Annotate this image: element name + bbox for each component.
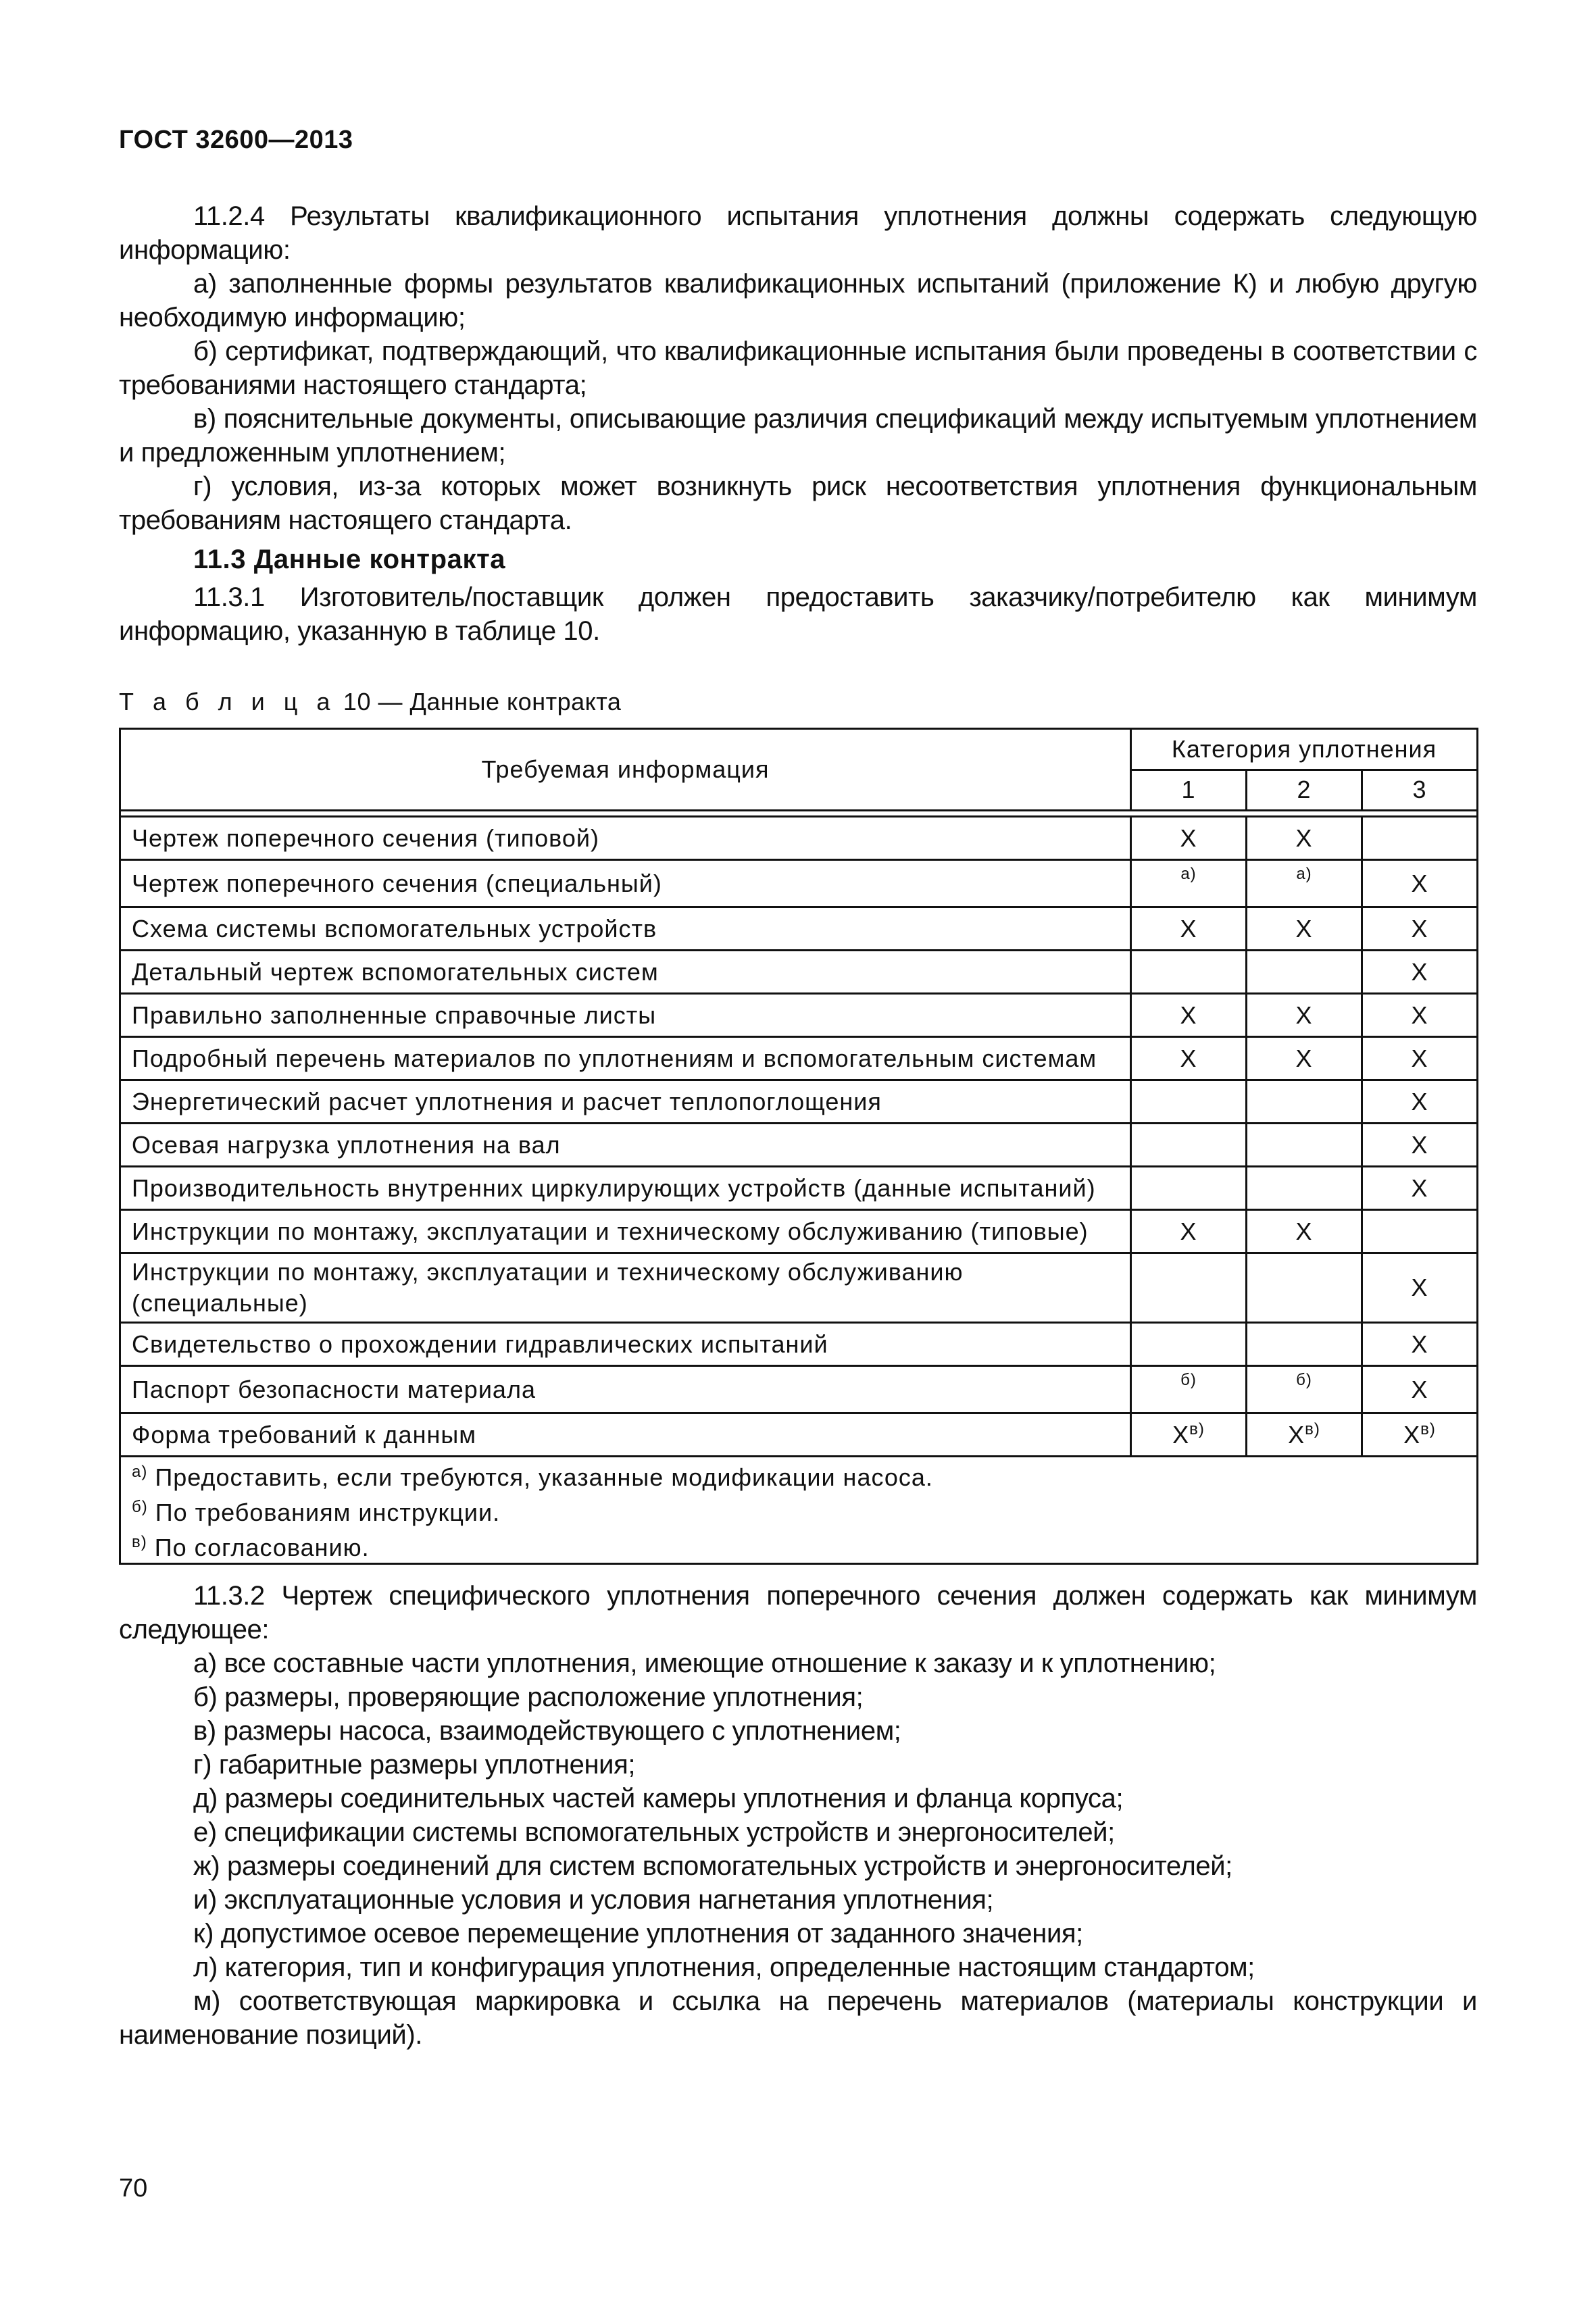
footnote: $^{в)}$ По согласованию.: [132, 1533, 370, 1561]
page-number: 70: [119, 2174, 148, 2203]
category-mark: X: [1131, 817, 1247, 860]
category-mark: X: [1362, 994, 1478, 1037]
table-row: [120, 1080, 1478, 1124]
category-mark: X: [1362, 1037, 1478, 1080]
category-mark: [1131, 1253, 1247, 1323]
list-item: л) категория, тип и конфигурация уплотнения, определенные настоящим стандартом;: [193, 1953, 1255, 1982]
row-label: Чертеж поперечного сечения (специальный): [120, 860, 1131, 907]
column-header-category: Категория уплотнения: [1131, 729, 1478, 770]
category-number: 2: [1247, 770, 1362, 811]
row-label: Детальный чертеж вспомогательных систем: [120, 951, 1131, 994]
category-mark: X: [1131, 1210, 1247, 1253]
table-row: [120, 994, 1478, 1037]
category-mark: [1247, 1124, 1362, 1167]
category-mark: X: [1247, 1037, 1362, 1080]
contract-data-table: [119, 728, 1478, 1565]
row-label: Схема системы вспомогательных устройств: [120, 907, 1131, 951]
category-mark: $X^{в)}$: [1362, 1413, 1478, 1457]
table-title: [119, 688, 621, 716]
row-label: Форма требований к данным: [120, 1413, 1131, 1457]
category-mark: X: [1247, 817, 1362, 860]
list-item: в) размеры насоса, взаимодействующего с уплотнением;: [193, 1716, 901, 1746]
table-title-text: 10 — Данные контракта: [343, 688, 622, 715]
row-label: Инструкции по монтажу, эксплуатации и техническому обслуживанию (специальные): [120, 1253, 1131, 1323]
table-row: [120, 1037, 1478, 1080]
category-mark: X: [1362, 951, 1478, 994]
category-mark: [1131, 1124, 1247, 1167]
document-header: ГОСТ 32600—2013: [119, 126, 353, 154]
list-item: ж) размеры соединений для систем вспомогательных устройств и энергоносителей;: [193, 1851, 1232, 1881]
row-label: Осевая нагрузка уплотнения на вал: [120, 1124, 1131, 1167]
section-11-3-2: [119, 1579, 1477, 2052]
footnote: $^{а)}$ Предоставить, если требуются, указанные модификации насоса.: [132, 1463, 933, 1491]
row-label: Энергетический расчет уплотнения и расчет теплопоглощения: [120, 1080, 1131, 1124]
row-label: Паспорт безопасности материала: [120, 1366, 1131, 1413]
category-mark: [1131, 1323, 1247, 1366]
table-row: [120, 907, 1478, 951]
category-mark: X: [1362, 860, 1478, 907]
list-item: а) все составные части уплотнения, имеющие отношение к заказу и к уплотнению;: [193, 1649, 1216, 1678]
category-mark: X: [1247, 994, 1362, 1037]
table-row: [120, 1210, 1478, 1253]
category-mark: $X^{в)}$: [1247, 1413, 1362, 1457]
category-mark: а): [1131, 860, 1247, 907]
table-row: [120, 1413, 1478, 1457]
table-row: [120, 1124, 1478, 1167]
list-item: б) размеры, проверяющие расположение уплотнения;: [193, 1682, 864, 1712]
table-row: [120, 1323, 1478, 1366]
category-mark: [1247, 1253, 1362, 1323]
list-item: м) соответствующая маркировка и ссылка на перечень материалов (материалы конструкции и наименование позиций).: [119, 1986, 1477, 2050]
column-header-required-info: Требуемая информация: [120, 729, 1131, 811]
footnote: $^{б)}$ По требованиям инструкции.: [132, 1498, 501, 1526]
list-item: а) заполненные формы результатов квалификационных испытаний (приложение К) и любую другую необходимую информацию;: [119, 269, 1477, 332]
row-label: Подробный перечень материалов по уплотнениям и вспомогательным системам: [120, 1037, 1131, 1080]
table-row: [120, 860, 1478, 907]
category-mark: X: [1131, 907, 1247, 951]
category-mark: X: [1362, 1323, 1478, 1366]
category-mark: X: [1131, 994, 1247, 1037]
list-item: в) пояснительные документы, описывающие различия спецификаций между испытуемым уплотнением и предложенным уплотнением;: [119, 404, 1477, 468]
row-label: Чертеж поперечного сечения (типовой): [120, 817, 1131, 860]
paragraph: 11.3.2 Чертеж специфического уплотнения поперечного сечения должен содержать как минимум следующее:: [119, 1581, 1477, 1644]
list-item: г) габаритные размеры уплотнения;: [193, 1750, 636, 1780]
category-mark: X: [1247, 1210, 1362, 1253]
section-11-2-4: [119, 199, 1477, 648]
category-mark: б): [1131, 1366, 1247, 1413]
category-mark: [1131, 1167, 1247, 1210]
paragraph: 11.3.1 Изготовитель/поставщик должен предоставить заказчику/потребителю как минимум информацию, указанную в таблице 10.: [119, 582, 1477, 646]
category-mark: X: [1131, 1037, 1247, 1080]
footnote-marker: в): [1189, 1420, 1205, 1438]
category-mark: X: [1362, 1080, 1478, 1124]
category-mark: [1131, 951, 1247, 994]
table-row: [120, 951, 1478, 994]
category-mark: X: [1362, 907, 1478, 951]
category-mark: X: [1362, 1253, 1478, 1323]
table-row: [120, 1366, 1478, 1413]
row-label: Правильно заполненные справочные листы: [120, 994, 1131, 1037]
table-footnotes: [120, 1457, 1478, 1564]
category-mark: [1247, 1323, 1362, 1366]
list-item: г) условия, из-за которых может возникнуть риск несоответствия уплотнения функциональным требованиям настоящего стандарта.: [119, 472, 1477, 535]
footnote-marker: в): [1305, 1420, 1320, 1438]
list-item: е) спецификации системы вспомогательных устройств и энергоносителей;: [193, 1817, 1115, 1847]
table-row: [120, 817, 1478, 860]
list-item: и) эксплуатационные условия и условия нагнетания уплотнения;: [193, 1885, 994, 1915]
section-heading: 11.3 Данные контракта: [193, 545, 506, 574]
category-mark: а): [1247, 860, 1362, 907]
category-mark: X: [1362, 1124, 1478, 1167]
category-mark: [1247, 1080, 1362, 1124]
category-mark: $X^{в)}$: [1131, 1413, 1247, 1457]
category-mark: X: [1247, 907, 1362, 951]
row-label: Свидетельство о прохождении гидравлических испытаний: [120, 1323, 1131, 1366]
row-label: Производительность внутренних циркулирующих устройств (данные испытаний): [120, 1167, 1131, 1210]
category-mark: X: [1362, 1366, 1478, 1413]
list-item: д) размеры соединительных частей камеры уплотнения и фланца корпуса;: [193, 1784, 1124, 1813]
category-mark: [1131, 1080, 1247, 1124]
list-item: б) сертификат, подтверждающий, что квалификационные испытания были проведены в соответствии с требованиями настоящего стандарта;: [119, 336, 1477, 400]
category-mark: [1247, 951, 1362, 994]
category-mark: X: [1362, 1167, 1478, 1210]
row-label: Инструкции по монтажу, эксплуатации и техническому обслуживанию (типовые): [120, 1210, 1131, 1253]
category-mark: [1247, 1167, 1362, 1210]
category-mark: [1362, 1210, 1478, 1253]
table-row: [120, 1167, 1478, 1210]
category-number: 3: [1362, 770, 1478, 811]
category-mark: б): [1247, 1366, 1362, 1413]
table-row: [120, 1253, 1478, 1323]
category-number: 1: [1131, 770, 1247, 811]
paragraph: 11.2.4 Результаты квалификационного испытания уплотнения должны содержать следующую информацию:: [119, 201, 1477, 265]
list-item: к) допустимое осевое перемещение уплотнения от заданного значения;: [193, 1919, 1083, 1948]
footnote-marker: в): [1420, 1420, 1436, 1438]
table-title-prefix: Т а б л и ц а: [119, 688, 336, 715]
category-mark: [1362, 817, 1478, 860]
